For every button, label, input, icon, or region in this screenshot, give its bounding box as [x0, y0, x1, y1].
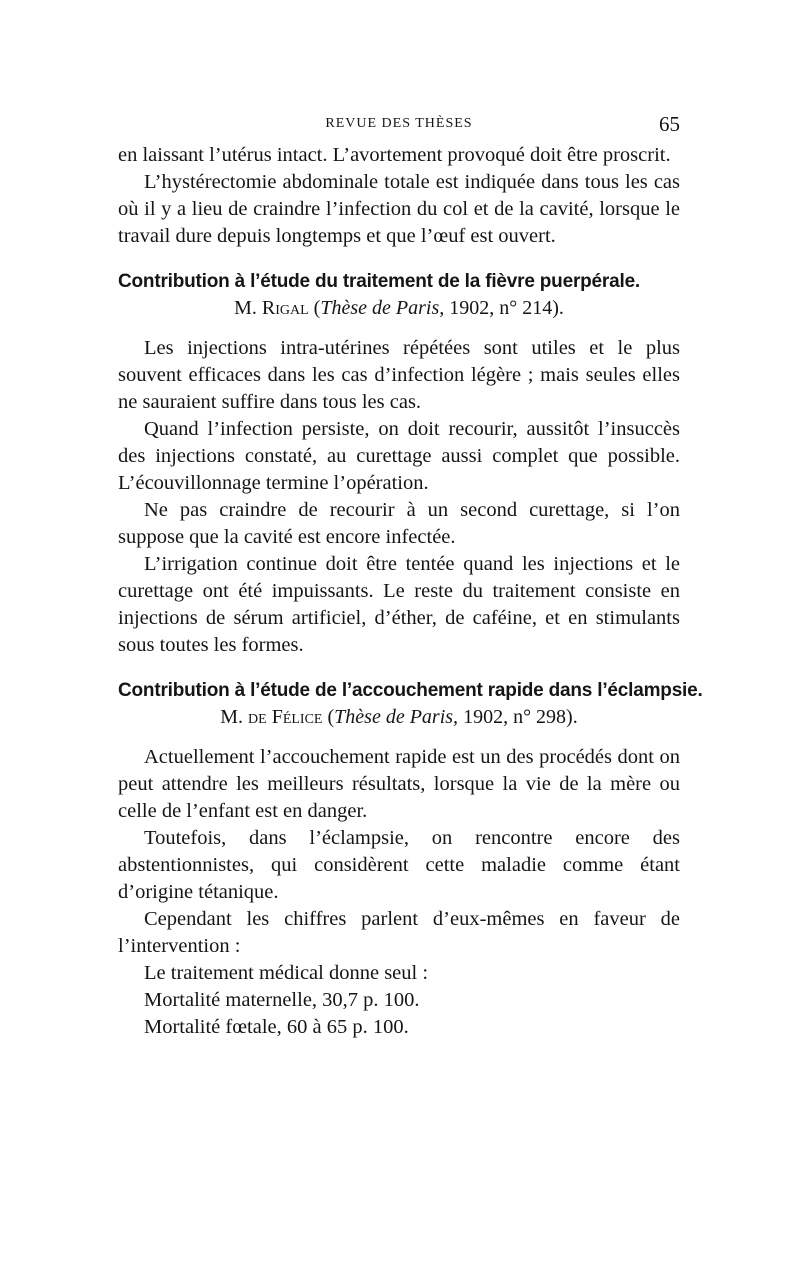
list-item: Le traitement médical donne seul :	[144, 962, 429, 984]
citation-rest: 1902, n° 298).	[458, 706, 578, 728]
paragraph: Cependant les chiffres parlent d’eux-mêmes en faveur de l’intervention :	[118, 908, 680, 957]
citation-author: de Félice	[248, 706, 323, 728]
section-citation	[118, 295, 680, 322]
paragraph: Ne pas craindre de recourir à un second curettage, si l’on suppose que la cavité est encore infectée.	[118, 499, 680, 548]
paragraph: Actuellement l’accouchement rapide est un des procédés dont on peut attendre les meilleurs résultats, lorsque la vie de la mère ou celle de l’enfant est en danger.	[118, 746, 680, 822]
page-number: 65	[659, 112, 680, 136]
citation-open: (	[322, 706, 335, 728]
running-header	[118, 112, 680, 142]
running-title: REVUE DES THÈSES	[325, 116, 473, 131]
citation-prefix: M.	[234, 297, 262, 319]
paragraph: L’hystérectomie abdominale totale est indiquée dans tous les cas où il y a lieu de craindre l’infection du col et de la cavité, lorsque le travail dure depuis longtemps et que l’œuf est ouvert.	[118, 171, 680, 247]
citation-open: (	[308, 297, 321, 319]
document-page	[118, 112, 703, 1041]
paragraph: L’irrigation continue doit être tentée quand les injections et le curettage ont été impuissants. Le reste du traitement consiste en injections de sérum artificiel, d’éther, de caféine, et en stimulants sous toutes les formes.	[118, 553, 680, 656]
section-citation	[118, 704, 680, 731]
paragraph: Quand l’infection persiste, on doit recourir, aussitôt l’insuccès des injections constaté, au curettage aussi complet que possible. L’écouvillonnage termine l’opération.	[118, 418, 680, 494]
citation-work: Thèse de Paris,	[334, 706, 459, 728]
paragraph: Les injections intra-utérines répétées sont utiles et le plus souvent efficaces dans les cas d’infection légère ; mais seules elles ne sauraient suffire dans tous les cas.	[118, 337, 680, 413]
citation-prefix: M.	[220, 706, 249, 728]
paragraph: en laissant l’utérus intact. L’avortement provoqué doit être proscrit.	[118, 144, 671, 166]
citation-rest: 1902, n° 214).	[444, 297, 564, 319]
paragraph: Toutefois, dans l’éclampsie, on rencontre encore des abstentionnistes, qui considèrent cette maladie comme étant d’origine tétanique.	[118, 827, 680, 903]
citation-author: Rigal	[261, 297, 309, 319]
citation-work: Thèse de Paris,	[320, 297, 445, 319]
spacer	[118, 659, 680, 663]
section-title: Contribution à l’étude de l’accouchement rapide dans l’éclampsie.	[118, 680, 703, 701]
list-item: Mortalité fœtale, 60 à 65 p. 100.	[144, 1016, 409, 1038]
list-item: Mortalité maternelle, 30,7 p. 100.	[144, 989, 420, 1011]
section-title: Contribution à l’étude du traitement de la fièvre puerpérale.	[118, 271, 641, 292]
spacer	[118, 250, 680, 254]
